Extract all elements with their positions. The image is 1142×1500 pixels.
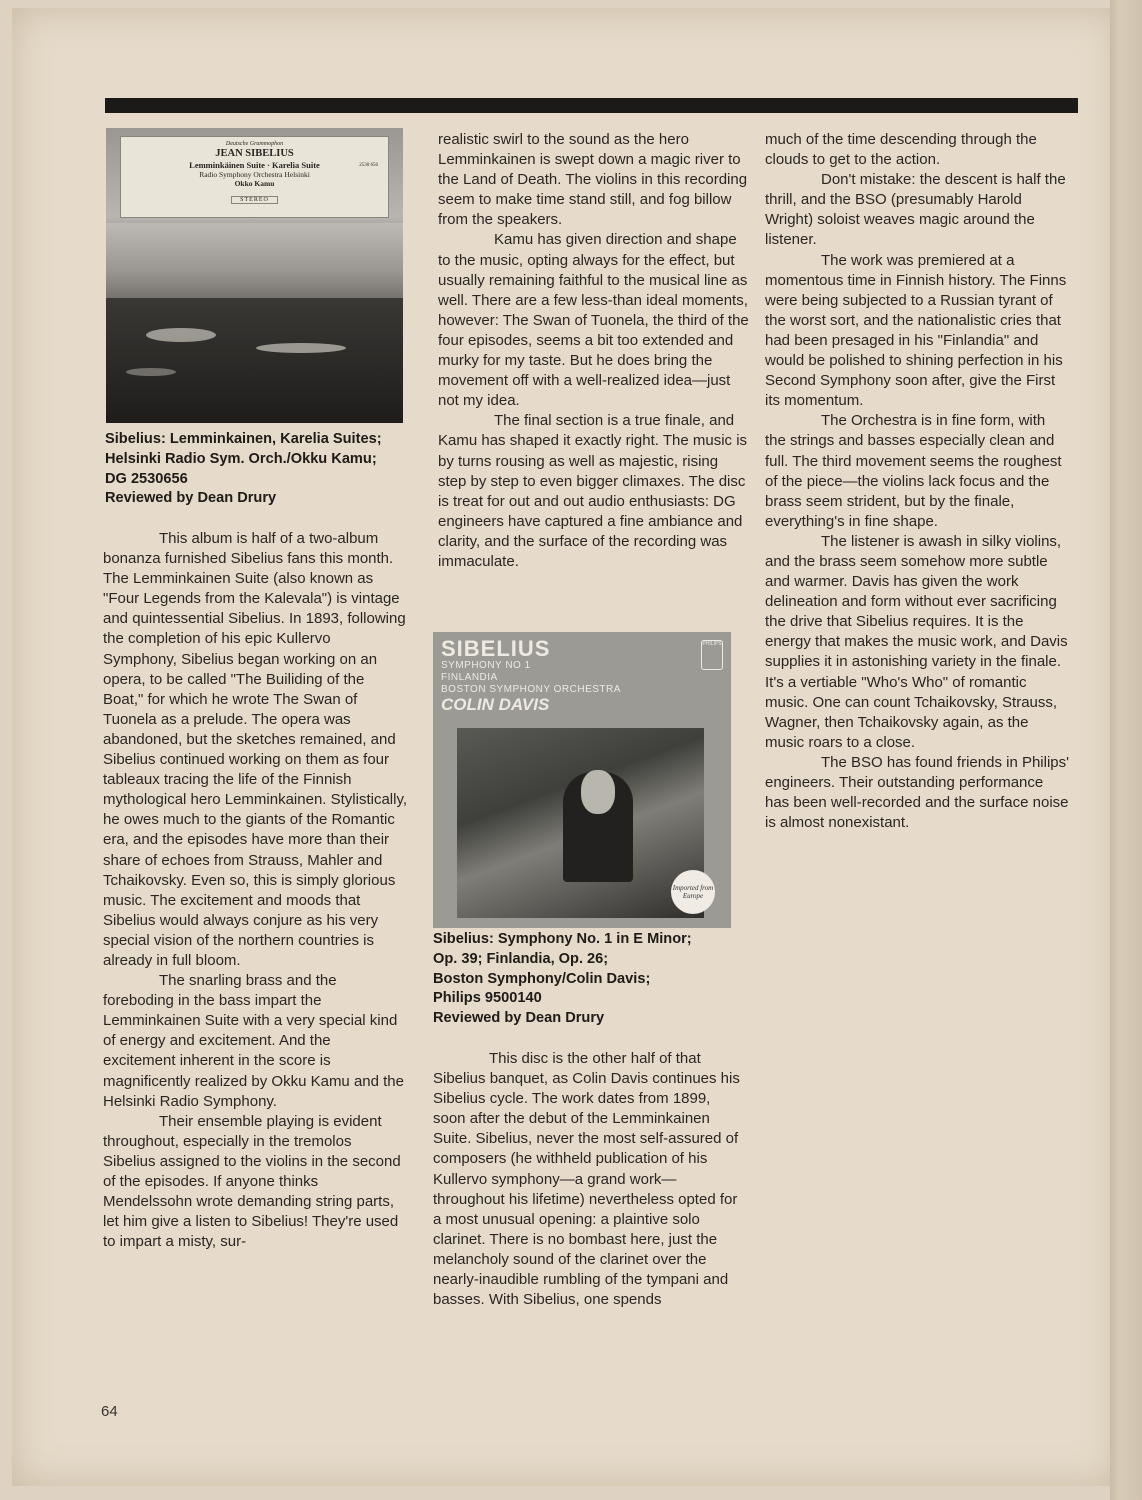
paragraph: The BSO has found friends in Philips' engineers. Their outstanding performance has been well-recorded and the surface noise is almost nonexistant. (765, 753, 1069, 832)
cover-conductor: COLIN DAVIS (441, 695, 550, 714)
caption-line: Boston Symphony/Colin Davis; (433, 970, 651, 987)
paragraph: The final section is a true finale, and Kamu has shaped it exactly right. The music is by turns rousing as well as majestic, rising step by step to even bigger climaxes. The disc is treat for out and out audio enthusiasts: DG engineers have captured a fine ambiance and clarity, and the surface of the recording was immaculate. (438, 412, 748, 570)
import-sticker: Imported from Europe (671, 870, 715, 914)
cover-sky (106, 223, 403, 303)
caption-line: Reviewed by Dean Drury (433, 1010, 605, 1027)
review1-caption (105, 430, 415, 509)
cover-face (581, 770, 615, 814)
cover-reflection (146, 328, 216, 342)
paragraph: much of the time descending through the clouds to get to the action. (765, 131, 1037, 169)
paragraph: The listener is awash in silky violins, and the brass seem somehow more subtle and warmer. Davis has given the work delineation and form without ever sacrificing the drive that Sibelius requires. It is the energy that makes the music work, and Davis supplies it in astonishing variety in the finale. It's a vertiable "Who's Who" of romantic music. One can count Tchaikovsky, Strauss, Wagner, then Tchaikovsky again, as the music roars to a close. (765, 532, 1068, 751)
page-number: 64 (101, 1403, 118, 1420)
paragraph: Their ensemble playing is evident throughout, especially in the tremolos Sibelius assigned to the violins in the second of the episodes. If anyone thinks Mendelssohn wrote demanding string parts, let him give a listen to Sibelius! They're used to impart a misty, sur- (103, 1112, 401, 1251)
paragraph: realistic swirl to the sound as the hero Lemminkainen is swept down a magic river to the Land of Death. The violins in this recording seem to make time stand still, and fog billow from the speakers. (438, 131, 748, 229)
cover-orchestra: BOSTON SYMPHONY ORCHESTRA (441, 684, 621, 695)
header-rule (105, 98, 1078, 113)
cover-label (120, 136, 389, 218)
cover-work-2: FINLANDIA (441, 672, 498, 683)
philips-logo: PHILIPS (701, 640, 723, 670)
column-1-text (103, 529, 407, 1252)
caption-line: DG 2530656 (105, 470, 188, 487)
cover-lake (106, 298, 403, 423)
cover-publisher: Deutsche Grammophon (225, 141, 284, 147)
cover-catalog-number: 2530 656 (359, 163, 378, 168)
next-page-edge (1110, 0, 1142, 1500)
caption-line: Sibelius: Lemminkainen, Karelia Suites; (105, 431, 382, 447)
caption-line: Op. 39; Finlandia, Op. 26; (433, 950, 609, 967)
paragraph: The snarling brass and the foreboding in the bass impart the Lemminkainen Suite with a very special kind of energy and excitement. And the excitement inherent in the score is magnificently realized by Okku Kamu and the Helsinki Radio Symphony. (103, 972, 404, 1110)
cover-reflection (126, 368, 176, 376)
column-2-text (438, 130, 750, 572)
album-cover-philips-sibelius (433, 632, 731, 928)
column-3-text (765, 130, 1070, 833)
cover-title-block (441, 638, 621, 714)
cover-conductor: Okko Kamu (234, 179, 275, 188)
cover-stereo: STEREO (231, 196, 278, 204)
paragraph: This disc is the other half of that Sibelius banquet, as Colin Davis continues his Sibelius cycle. The work dates from 1899, soon after the debut of the Lemminkainen Suite. Sibelius, never the most self-assured of composers (he withheld publication of his Kullervo symphony—a grand work—throughout his lifetime) nevertheless opted for a most unusual opening: a plaintive solo clarinet. There is no bombast here, just the melancholy sound of the clarinet over the nearly-inaudible rumbling of the tympani and basses. With Sibelius, one spends (433, 1050, 740, 1309)
column-2b-text (433, 1049, 743, 1310)
caption-line: Helsinki Radio Sym. Orch./Okku Kamu; (105, 450, 377, 467)
caption-line: Reviewed by Dean Drury (105, 490, 277, 507)
cover-works: Lemminkäinen Suite · Karelia Suite (189, 160, 320, 170)
cover-composer: JEAN SIBELIUS (215, 148, 294, 159)
album-cover-dg-sibelius (106, 128, 403, 423)
caption-line: Philips 9500140 (433, 990, 542, 1007)
cover-reflection (256, 343, 346, 353)
paragraph: The work was premiered at a momentous time in Finnish history. The Finns were being subjected to a Russian tyrant of the worst sort, and the nationalistic cries that had been presaged in his "Finlandia" and would be polished to shining perfection in his Second Symphony soon after, give the First its momentum. (765, 251, 1067, 410)
cover-orchestra: Radio Symphony Orchestra Helsinki (199, 170, 310, 179)
paragraph: Don't mistake: the descent is half the thrill, and the BSO (presumably Harold Wright) soloist weaves magic around the listener. (765, 171, 1066, 249)
cover-composer: SIBELIUS (441, 636, 551, 661)
review2-caption (433, 930, 743, 1029)
caption-line: Sibelius: Symphony No. 1 in E Minor; (433, 931, 692, 947)
paragraph: The Orchestra is in fine form, with the strings and basses especially clean and full. The third movement seems the roughest of the piece—the violins lack focus and the brass seem strident, but by the finale, everything's in fine shape. (765, 412, 1062, 530)
paragraph: Kamu has given direction and shape to the music, opting always for the effect, but usually remaining faithful to the musical line as well. There are a few less-than ideal moments, however: The Swan of Tuonela, the third of the four episodes, seems a bit too extended and murky for my taste. But he does bring the movement off with a well-realized idea—just not my idea. (438, 231, 749, 410)
cover-work: SYMPHONY NO 1 (441, 660, 531, 671)
paragraph: This album is half of a two-album bonanza furnished Sibelius fans this month. The Lemminkainen Suite (also known as "Four Legends from the Kalevala") is vintage and quintessential Sibelius. In 1893, following the completion of his epic Kullervo Symphony, Sibelius began working on an opera, to be called "The Builiding of the Boat," for which he wrote The Swan of Tuonela as a prelude. The opera was abandoned, but the sketches remained, and Sibelius continued working on them as four tableaux tracing the life of the Finnish mythological hero Lemminkainen. Stylistically, he owes much to the giants of the Romantic era, and the episodes have more than their share of echoes from Strauss, Mahler and Tchaikovsky. Even so, this is simply glorious music. The excitement and moods that Sibelius would always conjure as his very special vision of the northern countries is already in full bloom. (103, 530, 408, 969)
